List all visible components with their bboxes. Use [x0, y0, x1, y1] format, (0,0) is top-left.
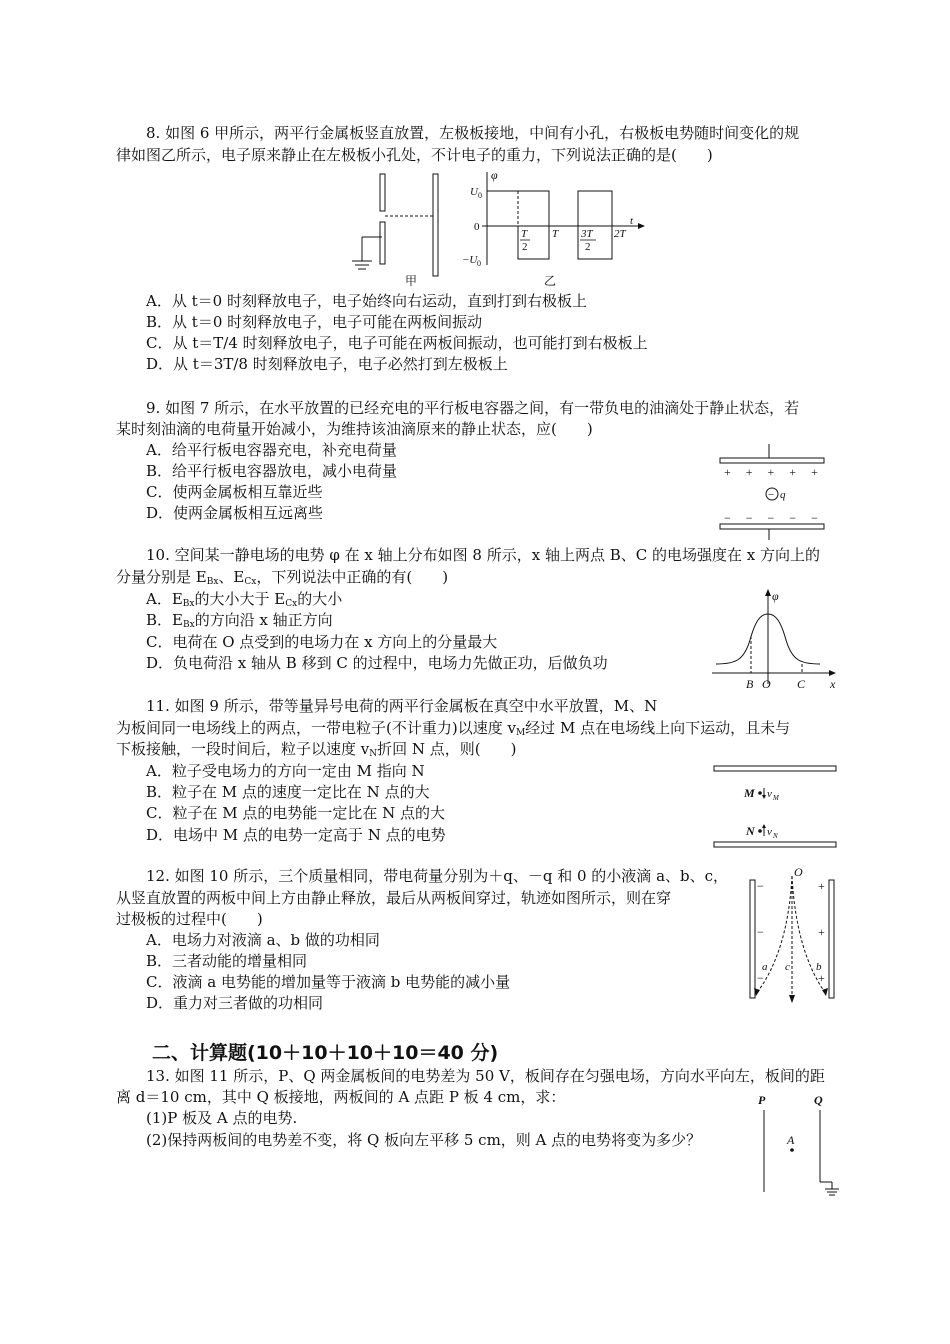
q10-figure	[708, 588, 843, 698]
q12-label-a: a	[762, 961, 768, 973]
q8-option-b: B．从 t＝0 时刻释放电子，电子可能在两板间振动	[146, 313, 483, 331]
q11-label-vN: v	[767, 826, 772, 838]
q8-label-yi: 乙	[544, 274, 557, 288]
q10-label-phi: φ	[772, 589, 779, 603]
q9-label-q: q	[780, 489, 786, 501]
q10-optB-part-b: 的方向沿 x 轴正方向	[194, 611, 333, 629]
q13-stem-line1: 13. 如图 11 所示，P、Q 两金属板间的电势差为 50 V，板间存在匀强电场，方向水平向左，板间的距	[146, 1067, 825, 1085]
q12-option-c: C．液滴 a 电势能的增加量等于液滴 b 电势能的减小量	[146, 973, 511, 991]
q10-optA-part-c: 的大小	[297, 590, 343, 608]
q13-label-Q: Q	[814, 1093, 823, 1107]
q8-label-jia: 甲	[405, 274, 418, 288]
q8-option-c: C．从 t＝T/4 时刻释放电子，电子可能在两板间振动，也可能打到右极板上	[146, 334, 648, 352]
q11-line3-part-a: 下板接触，一段时间后，粒子以速度 v	[116, 740, 370, 758]
q12-label-minus-mid: −	[757, 925, 764, 939]
q8-label-u0-sub: 0	[478, 191, 482, 200]
q11-line3-sub: N	[369, 749, 378, 759]
q9-figure	[712, 440, 832, 540]
q11-line2-part-b: 经过 M 点在电场线上向下运动，且未与	[525, 719, 791, 737]
q11-line2-sub: M	[515, 728, 526, 738]
q11-label-vM: v	[767, 788, 772, 800]
q10-optA-sub1: Bx	[182, 599, 195, 609]
q12-stem-line2: 从竖直放置的两板中间上方由静止释放，最后从两板间穿过，轨迹如图所示，则在穿	[116, 889, 672, 907]
q12-option-a: A．电场力对液滴 a、b 做的功相同	[146, 931, 380, 949]
q10-option-c: C．电荷在 O 点受到的电场力在 x 方向上的分量最大	[146, 633, 498, 651]
q11-stem-line1: 11. 如图 9 所示，带等量异号电荷的两平行金属板在真空中水平放置，M、N	[146, 697, 658, 715]
q10-line2-part-b: 、E	[218, 568, 245, 586]
q12-label-plus-mid: +	[818, 925, 825, 939]
q11-option-c: C．粒子在 M 点的电势能一定比在 N 点的大	[146, 804, 446, 822]
q11-figure	[710, 762, 840, 852]
q11-label-M: M	[744, 786, 755, 800]
q12-label-plus-top: +	[818, 879, 825, 893]
section-heading-calculation: 二、计算题(10＋10＋10＋10＝40 分)	[152, 1042, 499, 1064]
q8-stem-line1: 8. 如图 6 甲所示，两平行金属板竖直放置，左极板接地，中间有小孔，右极板电势随时间变化的规	[146, 124, 800, 142]
q11-line2-part-a: 为板间同一电场线上的两点，一带电粒子(不计重力)以速度 v	[116, 719, 516, 737]
q12-label-b: b	[816, 961, 822, 973]
q10-label-B: B	[746, 677, 754, 691]
q10-label-C: C	[797, 677, 806, 691]
q10-line2-sub1: Bx	[206, 577, 219, 587]
q8-label-u0: U	[470, 186, 478, 198]
q12-label-c: c	[785, 961, 790, 973]
q10-optB-part-a: B．E	[146, 611, 183, 629]
q11-line3-part-b: 折回 N 点，则( )	[377, 740, 517, 758]
q13-part1: (1)P 板及 A 点的电势.	[146, 1109, 298, 1127]
q8-label-neg-u0-sub: 0	[477, 259, 481, 268]
q13-figure	[752, 1092, 847, 1202]
q11-option-d: D．电场中 M 点的电势一定高于 N 点的电势	[146, 826, 446, 844]
q12-figure	[740, 862, 850, 1004]
q11-option-a: A．粒子受电场力的方向一定由 M 指向 N	[146, 762, 425, 780]
q8-label-phi: φ	[491, 168, 498, 182]
q10-label-x: x	[830, 677, 836, 691]
q12-label-O: O	[794, 865, 803, 879]
q9-option-b: B．给平行板电容器放电，减小电荷量	[146, 462, 398, 480]
q13-stem-line2: 离 d＝10 cm，其中 Q 板接地，两板间的 A 点距 P 板 4 cm，求：	[116, 1088, 566, 1106]
q12-label-minus-bot: −	[757, 971, 764, 985]
q9-label-plus: + + + + +	[724, 465, 824, 479]
q9-stem-line1: 9. 如图 7 所示，在水平放置的已经充电的平行板电容器之间，有一带负电的油滴处于静止状态，若	[146, 399, 800, 417]
q10-line2-part-c: ，下列说法中正确的有( )	[256, 568, 449, 586]
q10-line2-part-a: 分量分别是 E	[116, 568, 207, 586]
q11-option-b: B．粒子在 M 点的速度一定比在 N 点的大	[146, 783, 430, 801]
q9-label-drop-sign: −	[768, 489, 775, 501]
q10-line2-sub2: Cx	[244, 577, 257, 587]
q9-option-a: A．给平行板电容器充电，补充电荷量	[146, 441, 397, 459]
q10-optA-part-b: 的大小大于 E	[194, 590, 286, 608]
q8-label-t: t	[630, 215, 634, 227]
q13-part2: (2)保持两板间的电势差不变，将 Q 板向左平移 5 cm，则 A 点的电势将变为多少？	[146, 1131, 702, 1149]
q9-option-c: C．使两金属板相互靠近些	[146, 483, 323, 501]
q11-label-vM-sub: M	[773, 794, 779, 802]
q13-label-A: A	[787, 1133, 795, 1147]
q8-option-d: D．从 t＝3T/8 时刻释放电子，电子必然打到左极板上	[146, 355, 508, 373]
q8-figure-yi	[462, 170, 652, 290]
q11-label-vN-sub: N	[773, 832, 778, 840]
q12-option-d: D．重力对三者做的功相同	[146, 994, 324, 1012]
q10-optA-sub2: Cx	[285, 599, 298, 609]
q8-label-t-2: 2T	[614, 228, 626, 240]
q10-option-d: D．负电荷沿 x 轴从 B 移到 C 的过程中，电场力先做正功，后做负功	[146, 654, 608, 672]
q8-label-t-half-bot: 2	[522, 241, 528, 253]
q8-stem-line2: 律如图乙所示，电子原来静止在左极板小孔处，不计电子的重力，下列说法正确的是( )	[116, 146, 713, 164]
q9-option-d: D．使两金属板相互远离些	[146, 504, 324, 522]
q10-stem-line1: 10. 空间某一静电场的电势 φ 在 x 轴上分布如图 8 所示，x 轴上两点 B、C 的电场强度在 x 方向上的	[146, 546, 821, 564]
q12-label-plus-bot: +	[818, 971, 825, 985]
q8-label-t-full: T	[552, 228, 559, 240]
q9-label-minus: − − − − −	[724, 511, 824, 525]
q8-label-t-half-top: T	[521, 228, 528, 240]
q12-label-minus-top: −	[757, 879, 764, 893]
q13-label-P: P	[758, 1093, 766, 1107]
q12-stem-line1: 12. 如图 10 所示，三个质量相同，带电荷量分别为＋q、－q 和 0 的小液滴 a、b、c，	[146, 867, 729, 885]
q8-label-t-3half-bot: 2	[585, 241, 591, 253]
q10-optB-sub: Bx	[182, 620, 195, 630]
q9-stem-line2: 某时刻油滴的电荷量开始减小，为维持该油滴原来的静止状态，应( )	[116, 420, 593, 438]
q8-label-t-3half-top: 3T	[581, 228, 593, 240]
q10-label-O: O	[762, 677, 771, 691]
q12-option-b: B．三者动能的增量相同	[146, 952, 308, 970]
q8-figure-jia	[350, 170, 450, 290]
q8-label-neg-u0: −U	[462, 254, 478, 266]
q12-stem-line3: 过极板的过程中( )	[116, 910, 263, 928]
q11-label-N: N	[746, 824, 755, 838]
q8-option-a: A．从 t＝0 时刻释放电子，电子始终向右运动，直到打到右极板上	[146, 292, 587, 310]
q8-label-zero: 0	[474, 221, 480, 233]
q10-optA-part-a: A．E	[146, 590, 183, 608]
